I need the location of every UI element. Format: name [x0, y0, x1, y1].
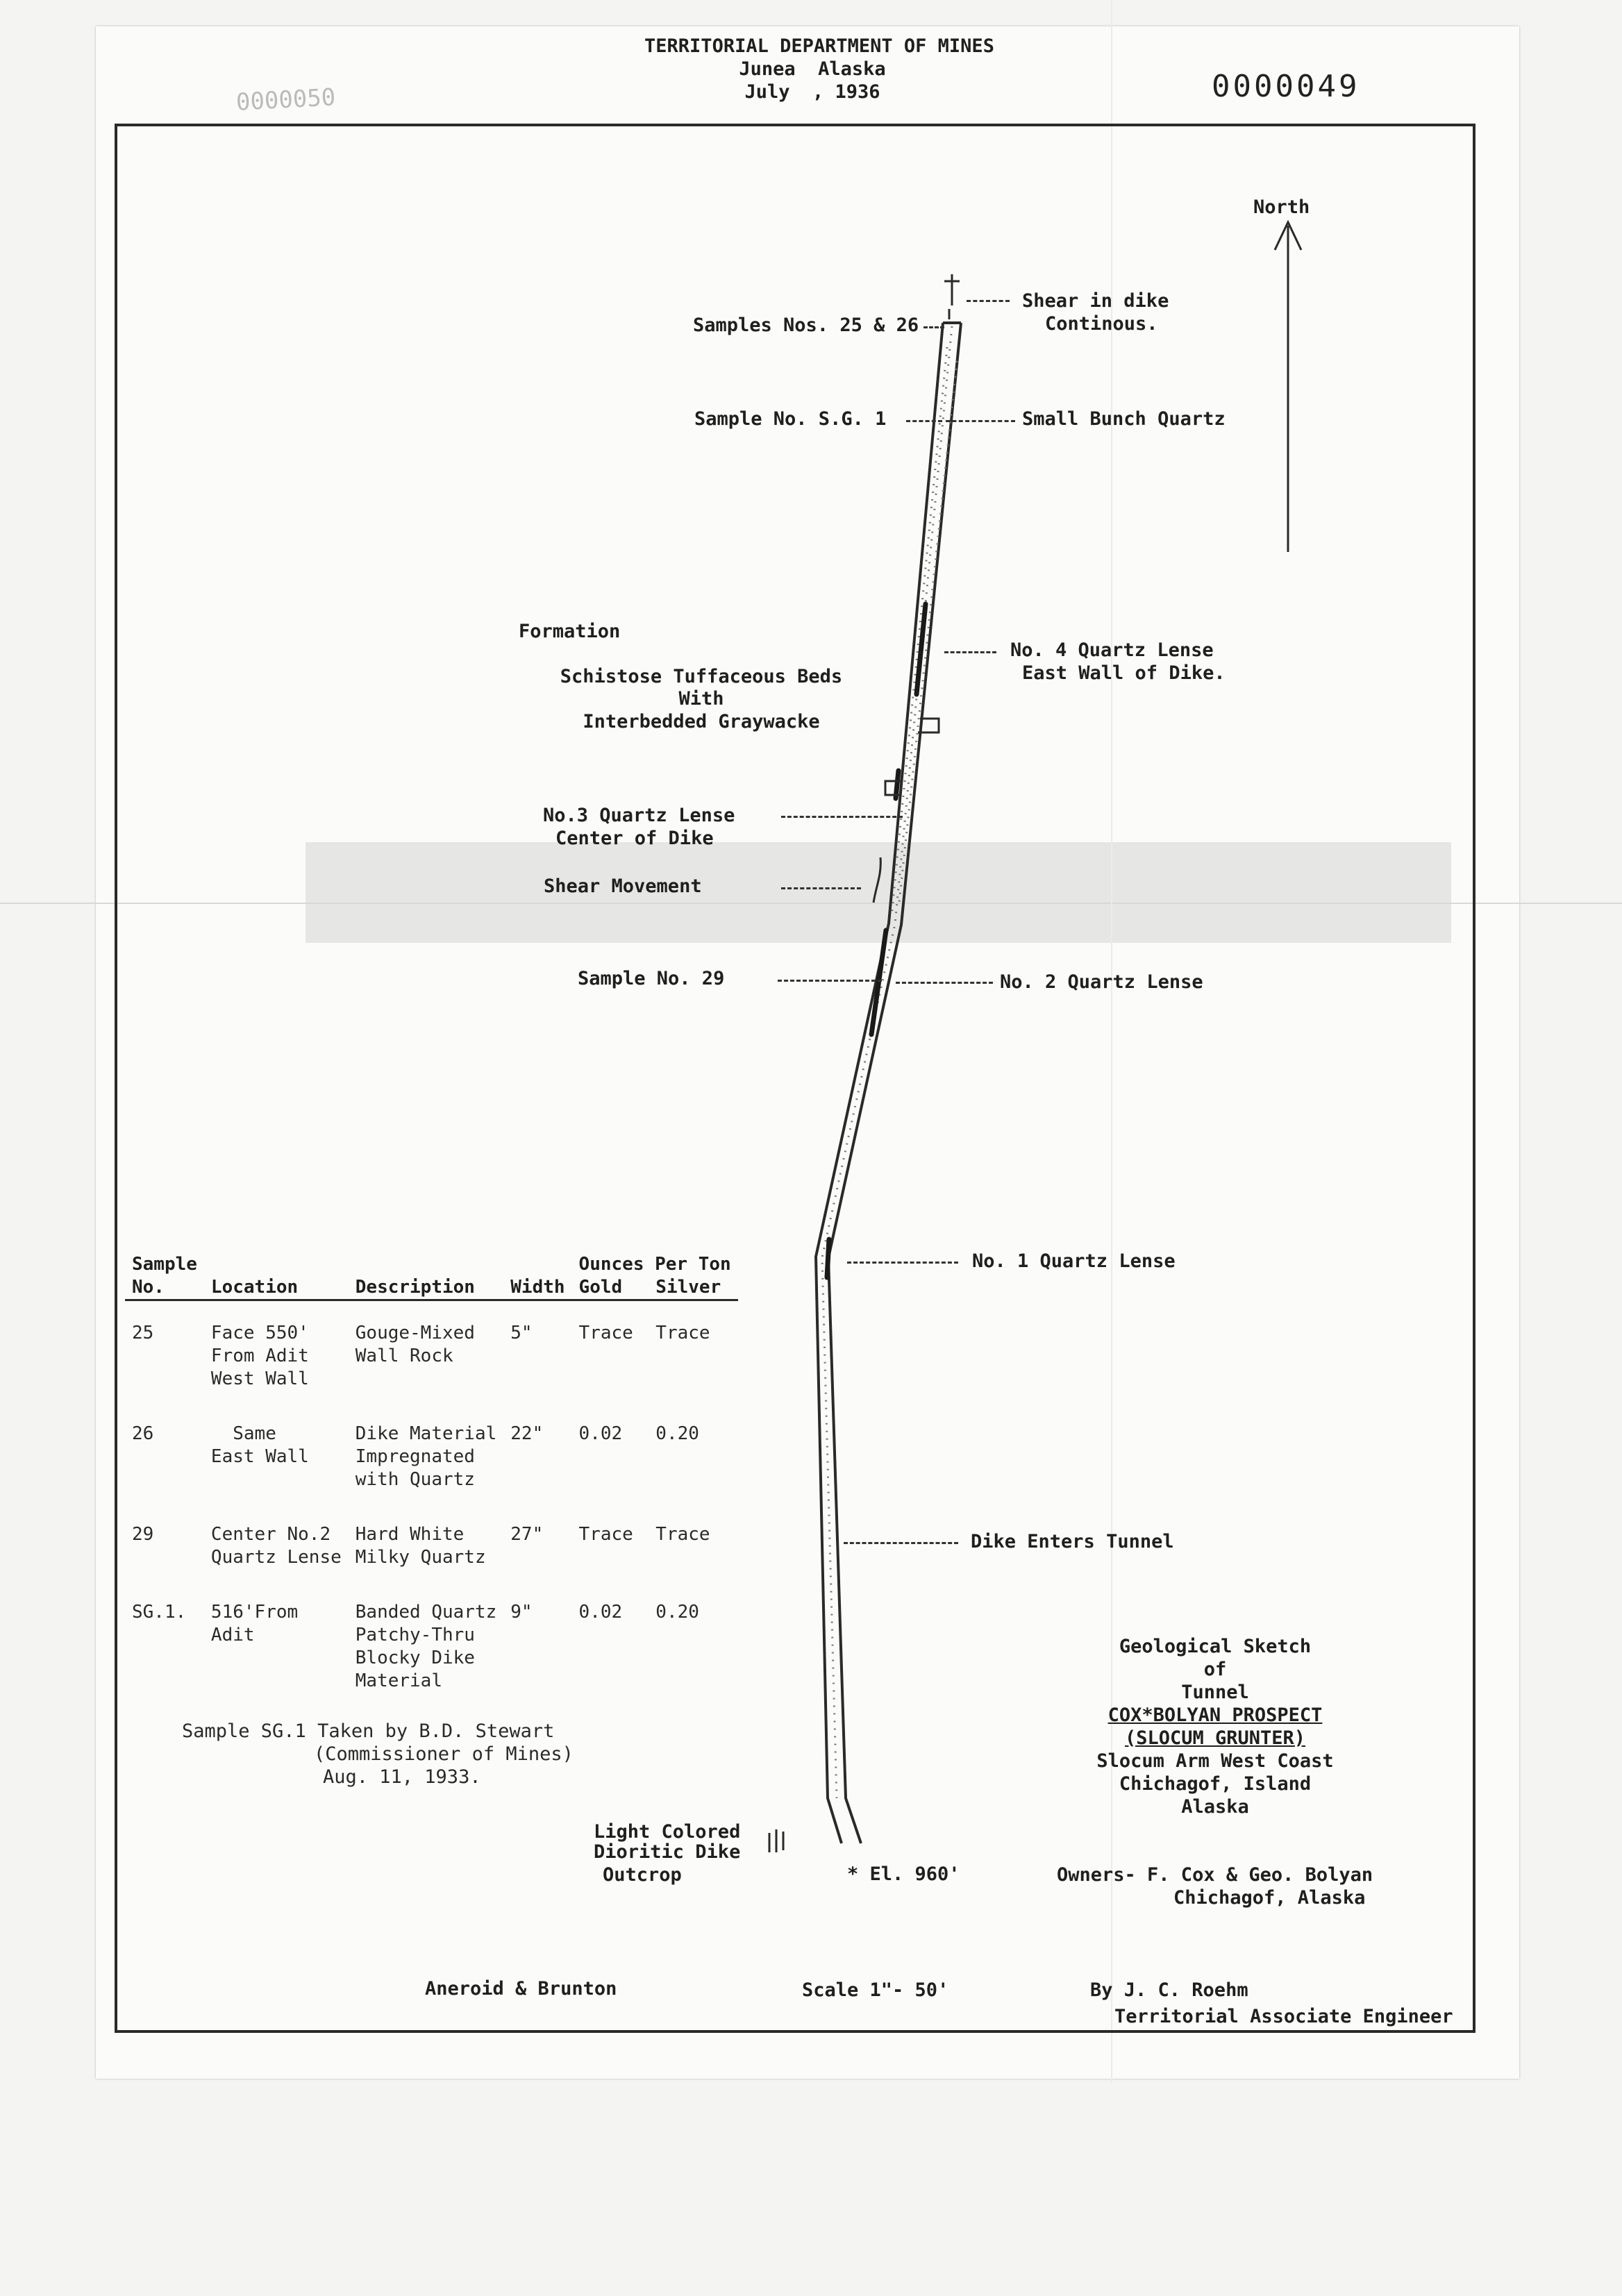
sample-note-line-1: Sample SG.1 Taken by B.D. Stewart [182, 1720, 555, 1742]
title-line-1: Geological Sketch [1119, 1636, 1312, 1657]
cell-width: 22" [510, 1423, 544, 1444]
title-line-5: (SLOCUM GRUNTER) [1124, 1727, 1306, 1749]
lense4-label-2: East Wall of Dike. [1022, 662, 1226, 684]
cell-description: Dike Material Impregnated with Quartz [355, 1423, 497, 1490]
cell-location: Center No.2 Quartz Lense [210, 1524, 342, 1568]
department-title: TERRITORIAL DEPARTMENT OF MINES [644, 35, 994, 57]
table-header-row [125, 1276, 738, 1300]
cell-location: Face 550' From Adit West Wall [210, 1323, 309, 1389]
leader-lense4 [944, 651, 996, 653]
cell-description: Hard White Milky Quartz [355, 1524, 486, 1568]
leader-sample-29 [778, 980, 882, 982]
formation-line-1: Schistose Tuffaceous Beds [560, 666, 843, 687]
cell-width: 27" [510, 1524, 544, 1545]
tunnel-outline [816, 323, 961, 1843]
col-description: Description [349, 1276, 504, 1300]
faint-stamp-number: 0000050 [235, 83, 337, 117]
cell-silver: 0.20 [655, 1423, 699, 1444]
table-header-row [125, 1253, 738, 1276]
date-line: July , 1936 [744, 81, 880, 103]
document-number: 0000049 [1212, 69, 1360, 104]
title-line-7: Chichagof, Island [1119, 1773, 1312, 1795]
table-row [125, 1300, 738, 1402]
cell-no: 25 [132, 1323, 154, 1343]
cell-gold: Trace [578, 1323, 633, 1343]
cell-no: 26 [132, 1423, 154, 1444]
lense1-label: No. 1 Quartz Lense [972, 1250, 1176, 1272]
leader-lense3 [781, 816, 903, 818]
sample-table [125, 1253, 738, 1704]
leader-sample-sg1 [906, 420, 942, 422]
title-line-6: Slocum Arm West Coast [1096, 1750, 1334, 1772]
formation-line-3: Interbedded Graywacke [583, 711, 820, 732]
shear-movement-label: Shear Movement [544, 875, 702, 897]
title-line-4: COX*BOLYAN PROSPECT [1107, 1704, 1323, 1726]
title-line-8: Alaska [1181, 1796, 1249, 1818]
sample-note-line-2: (Commissioner of Mines) [314, 1743, 574, 1765]
cell-no: 29 [132, 1524, 154, 1545]
table-row [125, 1402, 738, 1502]
elevation-label: * El. 960' [847, 1863, 960, 1885]
col-blank [204, 1253, 349, 1276]
cell-location: Same East Wall [210, 1423, 309, 1467]
leader-small-bunch [946, 420, 1015, 422]
outcrop-label-2: Dioritic Dike [594, 1841, 741, 1863]
lense2-label: No. 2 Quartz Lense [1000, 971, 1203, 993]
table-row [125, 1580, 738, 1704]
north-arrow-icon [1275, 222, 1301, 552]
cell-silver: Trace [655, 1524, 710, 1545]
leader-dike-enters [844, 1542, 958, 1544]
leader-shear-movement [781, 887, 861, 889]
col-no: No. [125, 1276, 204, 1300]
leader-samples-25-26 [923, 326, 944, 328]
cell-no: SG.1. [132, 1602, 187, 1623]
dike-stipple [822, 326, 957, 1798]
scale-label: Scale 1"- 50' [802, 1979, 949, 2001]
samples-25-26-label: Samples Nos. 25 & 26 [693, 315, 919, 336]
owners-line-2: Chichagof, Alaska [1173, 1887, 1366, 1909]
leader-lense1 [847, 1262, 958, 1264]
sample-sg1-label: Sample No. S.G. 1 [694, 408, 887, 430]
outcrop-label: Light Colored [594, 1821, 741, 1843]
shear-in-dike-label: Shear in dike [1022, 290, 1169, 312]
instruments-label: Aneroid & Brunton [425, 1978, 617, 2000]
col-gold: Gold [572, 1276, 649, 1300]
small-bunch-quartz-label: Small Bunch Quartz [1022, 408, 1226, 430]
col-location: Location [204, 1276, 349, 1300]
col-blank [349, 1253, 504, 1276]
lense3-label-2: Center of Dike [555, 828, 714, 849]
cell-location: 516'From Adit [210, 1602, 299, 1645]
table-row [125, 1502, 738, 1580]
cell-description: Banded Quartz Patchy-Thru Blocky Dike Material [355, 1602, 497, 1691]
col-sample: Sample [132, 1254, 197, 1275]
leader-shear-in-dike [967, 300, 1010, 302]
col-silver: Silver [649, 1276, 737, 1300]
cell-width: 5" [510, 1323, 533, 1343]
sample-29-label: Sample No. 29 [578, 968, 725, 989]
cell-silver: Trace [655, 1323, 710, 1343]
title-line-3: Tunnel [1181, 1682, 1249, 1703]
dike-enters-label: Dike Enters Tunnel [971, 1531, 1174, 1552]
shear-symbol [944, 274, 960, 319]
north-label: North [1253, 196, 1310, 218]
leader-lense2 [896, 982, 993, 984]
wall-notches [885, 719, 939, 795]
sample-note-line-3: Aug. 11, 1933. [323, 1766, 481, 1788]
formation-line-2: With [678, 688, 724, 710]
author-title-label: Territorial Associate Engineer [1114, 2006, 1453, 2027]
cell-gold: Trace [578, 1524, 633, 1545]
formation-heading: Formation [519, 621, 621, 642]
title-line-2: of [1203, 1659, 1227, 1680]
col-blank [503, 1253, 571, 1276]
author-label: By J. C. Roehm [1090, 1979, 1248, 2001]
cell-gold: 0.02 [578, 1423, 623, 1444]
cell-description: Gouge-Mixed Wall Rock [355, 1323, 475, 1366]
col-ounces-per-ton: Ounces Per Ton [578, 1254, 731, 1275]
cell-width: 9" [510, 1602, 533, 1623]
col-width: Width [503, 1276, 571, 1300]
outcrop-hatch [769, 1829, 783, 1852]
owners-line-1: Owners- F. Cox & Geo. Bolyan [1057, 1864, 1373, 1886]
lense4-label: No. 4 Quartz Lense [1010, 639, 1214, 661]
city-line: Junea Alaska [739, 58, 886, 80]
cell-gold: 0.02 [578, 1602, 623, 1623]
cell-silver: 0.20 [655, 1602, 699, 1623]
lense3-label: No.3 Quartz Lense [543, 805, 735, 826]
shear-movement-symbol [873, 857, 880, 903]
shear-in-dike-label-2: Continous. [1045, 313, 1158, 335]
outcrop-label-3: Outcrop [603, 1864, 682, 1886]
